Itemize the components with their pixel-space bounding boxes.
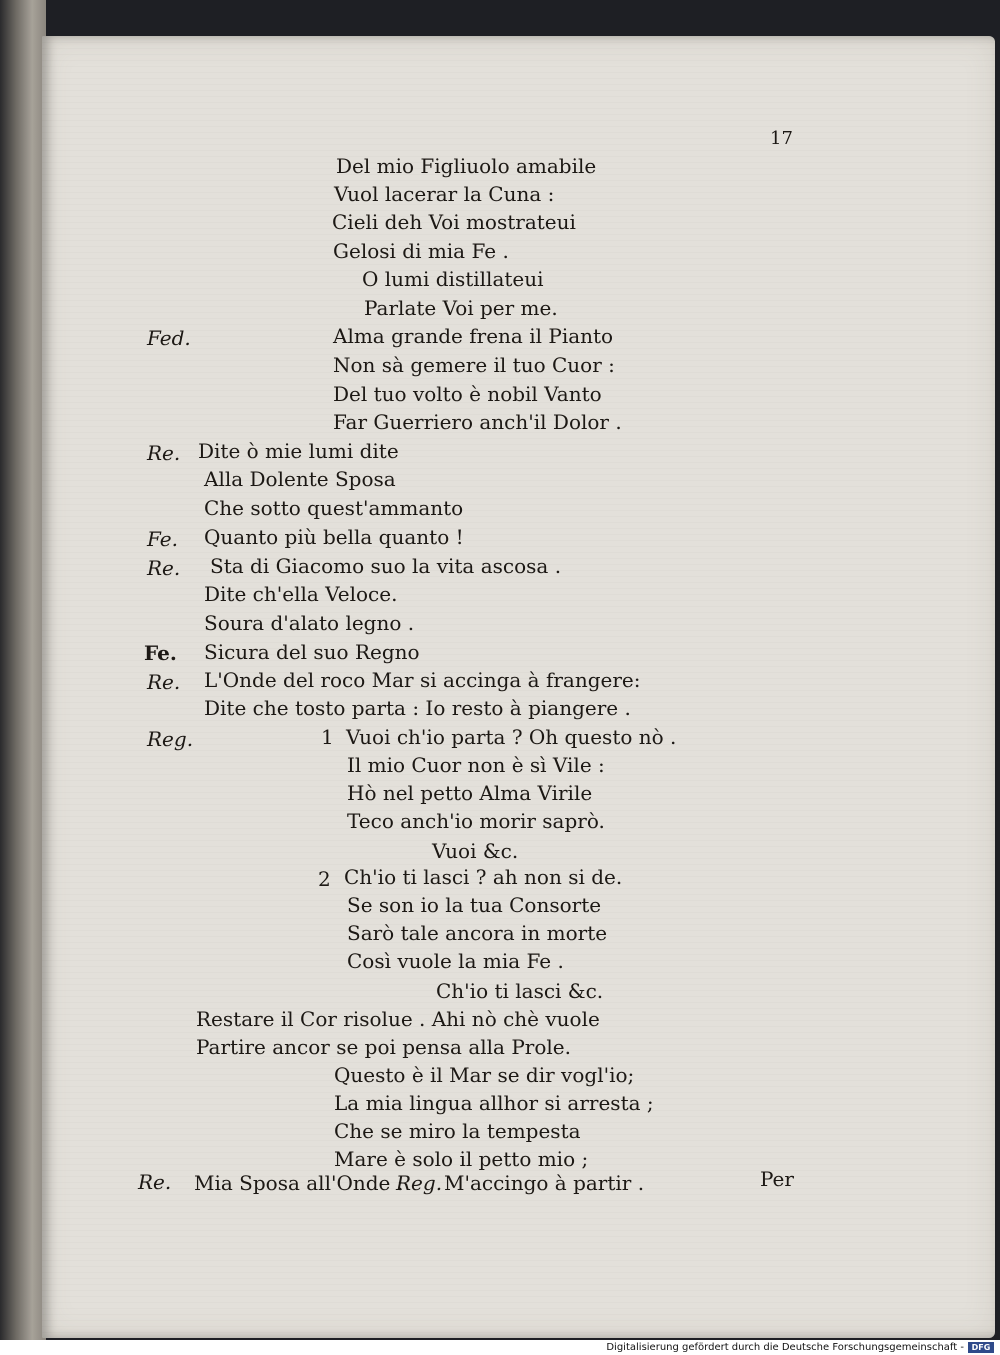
verse-line: Parlate Voi per me. [364, 296, 558, 320]
verse-line: Non sà gemere il tuo Cuor : [333, 353, 615, 377]
speaker-label: Fe. [144, 641, 177, 665]
verse-line: Sta di Giacomo suo la vita ascosa . [210, 554, 562, 578]
footer-credit: Digitalisierung gefördert durch die Deutsche Forschungsgemeinschaft - [606, 1342, 964, 1353]
verse-line: Del tuo volto è nobil Vanto [333, 382, 602, 406]
verse-line: Alla Dolente Sposa [204, 467, 396, 491]
verse-line: Ch'io ti lasci &c. [436, 979, 604, 1003]
verse-line: Del mio Figliuolo amabile [336, 154, 597, 178]
verse-line: Partire ancor se poi pensa alla Prole. [196, 1035, 571, 1059]
speaker-label: Reg. [396, 1171, 443, 1195]
speaker-label: Fe. [147, 527, 178, 551]
verse-line: Che se miro la tempesta [334, 1119, 581, 1143]
verse-line: Il mio Cuor non è sì Vile : [347, 753, 605, 777]
verse-line: Questo è il Mar se dir vogl'io; [334, 1063, 635, 1087]
speaker-label: Fed. [147, 326, 191, 350]
stanza-number: 1 [321, 725, 334, 749]
verse-line: Hò nel petto Alma Virile [347, 781, 593, 805]
verse-line: L'Onde del roco Mar si accinga à frangere: [204, 668, 641, 692]
speaker-label: Re. [147, 670, 181, 694]
verse-line: Sicura del suo Regno [204, 640, 420, 664]
speaker-label: Re. [147, 556, 181, 580]
verse-line: Restare il Cor risolue . Ahi nò chè vuole [196, 1007, 600, 1031]
verse-line: Soura d'alato legno . [204, 611, 415, 635]
footer-bar [0, 1340, 1000, 1355]
verse-line: Vuoi ch'io parta ? Oh questo nò . [346, 725, 677, 749]
speaker-label: Re. [138, 1170, 172, 1194]
page-number: 17 [770, 128, 793, 149]
verse-line: Mare è solo il petto mio ; [334, 1147, 589, 1171]
verse-line: Dite che tosto parta : Io resto à piangere . [204, 696, 631, 720]
verse-line: O lumi distillateui [362, 267, 544, 291]
stanza-number: 2 [318, 867, 331, 891]
verse-line: Alma grande frena il Pianto [333, 324, 614, 348]
verse-line: Sarò tale ancora in morte [347, 921, 608, 945]
verse-line: Ch'io ti lasci ? ah non si de. [344, 865, 623, 889]
verse-line: Quanto più bella quanto ! [204, 525, 464, 549]
verse-line: Cieli deh Voi mostrateui [332, 210, 576, 234]
verse-line: Far Guerriero anch'il Dolor . [333, 410, 622, 434]
verse-line: Mia Sposa all'Onde : [194, 1171, 404, 1195]
catchword: Per [760, 1167, 794, 1191]
verse-line: Gelosi di mia Fe . [333, 239, 509, 263]
verse-line: Teco anch'io morir saprò. [347, 809, 605, 833]
verse-line: Vuol lacerar la Cuna : [334, 182, 555, 206]
verse-line: Se son io la tua Consorte [347, 893, 602, 917]
facing-page-edge [0, 0, 46, 1340]
verse-line: Dite ch'ella Veloce. [204, 582, 398, 606]
speaker-label: Re. [147, 441, 181, 465]
verse-line: La mia lingua allhor si arresta ; [334, 1091, 654, 1115]
verse-line: Che sotto quest'ammanto [204, 496, 464, 520]
verse-line: Così vuole la mia Fe . [347, 949, 564, 973]
verse-line: Dite ò mie lumi dite [198, 439, 399, 463]
verse-line: Vuoi &c. [432, 839, 519, 863]
speaker-label: Reg. [147, 727, 194, 751]
verse-line: M'accingo à partir . [444, 1171, 645, 1195]
dfg-logo-icon: DFG [968, 1342, 994, 1353]
